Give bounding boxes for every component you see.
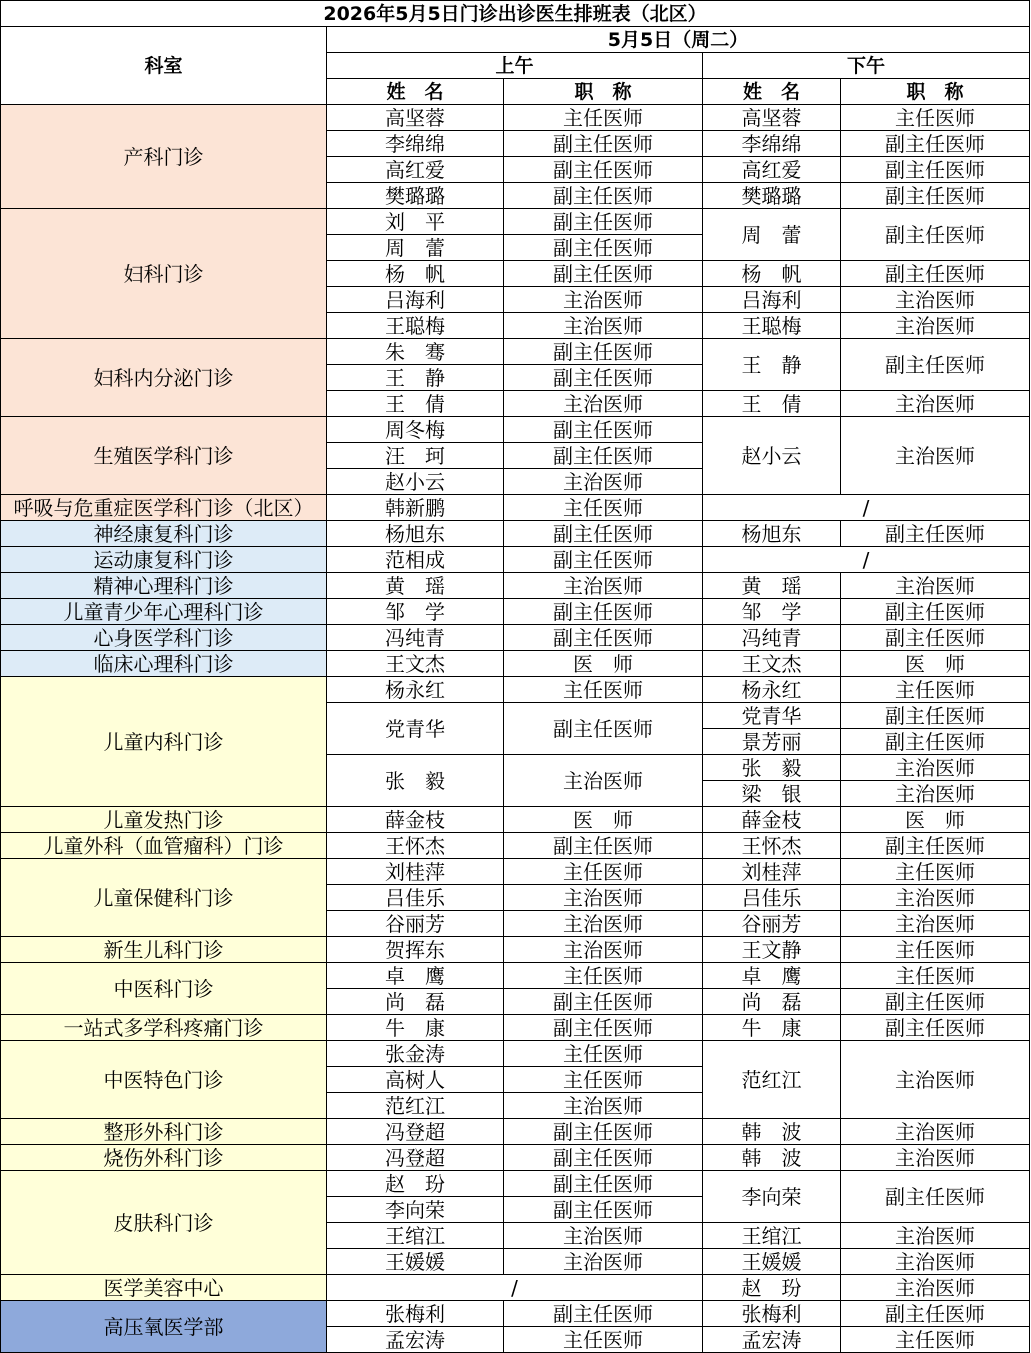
pm-doctor-title: 主治医师 [841,1275,1030,1301]
schedule-row [1,1171,1030,1197]
pm-doctor-title: 主治医师 [841,573,1030,599]
pm-doctor-title: 主治医师 [841,1041,1030,1119]
am-doctor-name: 樊璐璐 [327,183,504,209]
pm-doctor-name: 王媛媛 [703,1249,841,1275]
am-doctor-title: 副主任医师 [504,131,703,157]
dept-header: 科室 [1,27,327,105]
pm-doctor-title: 副主任医师 [841,729,1030,755]
am-doctor-name: 王聪梅 [327,313,504,339]
schedule-row [1,833,1030,859]
am-doctor-name: 王 倩 [327,391,504,417]
am-doctor-title: 主治医师 [504,1249,703,1275]
am-doctor-name: 王怀杰 [327,833,504,859]
am-doctor-name: 杨旭东 [327,521,504,547]
am-doctor-name: 杨 帆 [327,261,504,287]
am-doctor-name: 赵小云 [327,469,504,495]
am-doctor-name: 冯纯青 [327,625,504,651]
am-doctor-name: 冯登超 [327,1145,504,1171]
am-doctor-title: 副主任医师 [504,183,703,209]
am-doctor-title: 主任医师 [504,1067,703,1093]
table-title: 2026年5月5日门诊出诊医生排班表（北区） [1,1,1030,27]
am-doctor-title: 主治医师 [504,573,703,599]
am-doctor-name: 周 蕾 [327,235,504,261]
pm-doctor-title: 副主任医师 [841,833,1030,859]
pm-doctor-title: 副主任医师 [841,1301,1030,1327]
schedule-row [1,573,1030,599]
schedule-row [1,105,1030,131]
am-doctor-title: 主治医师 [504,885,703,911]
pm-title-header: 职 称 [841,79,1030,105]
pm-doctor-name: 党青华 [703,703,841,729]
am-doctor-title: 副主任医师 [504,1301,703,1327]
schedule-row [1,1145,1030,1171]
am-doctor-title: 副主任医师 [504,339,703,365]
schedule-row [1,859,1030,885]
pm-doctor-name: 孟宏涛 [703,1327,841,1353]
department-name: 产科门诊 [1,105,327,209]
pm-doctor-title: 主治医师 [841,287,1030,313]
department-name: 整形外科门诊 [1,1119,327,1145]
pm-doctor-title: 主治医师 [841,911,1030,937]
am-doctor-title: 副主任医师 [504,417,703,443]
pm-doctor-title: 主治医师 [841,781,1030,807]
pm-doctor-title: 主治医师 [841,1119,1030,1145]
am-doctor-title: 主治医师 [504,937,703,963]
am-doctor-name: 张 毅 [327,755,504,807]
schedule-row [1,651,1030,677]
am-doctor-name: 汪 珂 [327,443,504,469]
header-row-date [1,27,1030,53]
pm-doctor-title: 主治医师 [841,1145,1030,1171]
pm-doctor-title: 医 师 [841,807,1030,833]
am-doctor-name: 张梅利 [327,1301,504,1327]
am-doctor-name: 赵 玢 [327,1171,504,1197]
schedule-row [1,807,1030,833]
am-doctor-title: 副主任医师 [504,261,703,287]
am-doctor-title: 副主任医师 [504,1145,703,1171]
pm-doctor-name: 张梅利 [703,1301,841,1327]
am-doctor-title: 主任医师 [504,963,703,989]
schedule-row [1,1275,1030,1301]
am-doctor-name: 谷丽芳 [327,911,504,937]
department-name: 生殖医学科门诊 [1,417,327,495]
pm-doctor-title: 主治医师 [841,391,1030,417]
pm-doctor-title: 主治医师 [841,1249,1030,1275]
pm-doctor-name: 高红爱 [703,157,841,183]
pm-doctor-name: 薛金枝 [703,807,841,833]
pm-doctor-name: 邹 学 [703,599,841,625]
am-doctor-title: 副主任医师 [504,547,703,573]
pm-doctor-name: 赵小云 [703,417,841,495]
am-doctor-name: 牛 康 [327,1015,504,1041]
am-doctor-name: 卓 鹰 [327,963,504,989]
am-doctor-name: 周冬梅 [327,417,504,443]
schedule-row [1,677,1030,703]
department-name: 新生儿科门诊 [1,937,327,963]
pm-doctor-name: 赵 玢 [703,1275,841,1301]
department-name: 精神心理科门诊 [1,573,327,599]
am-doctor-name: 黄 瑶 [327,573,504,599]
am-name-header: 姓 名 [327,79,504,105]
am-doctor-name: 范红江 [327,1093,504,1119]
am-doctor-title: 副主任医师 [504,703,703,755]
am-doctor-name: 薛金枝 [327,807,504,833]
pm-doctor-name: 吕佳乐 [703,885,841,911]
pm-doctor-name: 范红江 [703,1041,841,1119]
pm-doctor-title: 副主任医师 [841,1171,1030,1223]
am-doctor-title: 副主任医师 [504,1171,703,1197]
pm-doctor-title: 副主任医师 [841,339,1030,391]
schedule-row [1,339,1030,365]
am-doctor-title: 副主任医师 [504,1197,703,1223]
am-doctor-name: 张金涛 [327,1041,504,1067]
am-doctor-name: 吕佳乐 [327,885,504,911]
am-doctor-title: 副主任医师 [504,235,703,261]
am-doctor-title: 主任医师 [504,677,703,703]
department-name: 皮肤科门诊 [1,1171,327,1275]
am-doctor-title: 主治医师 [504,1223,703,1249]
am-doctor-name: 刘 平 [327,209,504,235]
am-doctor-title: 副主任医师 [504,989,703,1015]
schedule-row [1,937,1030,963]
pm-doctor-title: 副主任医师 [841,989,1030,1015]
am-doctor-title: 主治医师 [504,287,703,313]
schedule-row [1,599,1030,625]
pm-doctor-title: 主治医师 [841,313,1030,339]
schedule-row [1,1119,1030,1145]
pm-not-scheduled: / [703,547,1030,573]
pm-doctor-title: 副主任医师 [841,183,1030,209]
pm-doctor-name: 周 蕾 [703,209,841,261]
pm-doctor-name: 王 倩 [703,391,841,417]
department-name: 妇科内分泌门诊 [1,339,327,417]
pm-doctor-name: 牛 康 [703,1015,841,1041]
title-row [1,1,1030,27]
am-doctor-title: 副主任医师 [504,1119,703,1145]
pm-doctor-title: 副主任医师 [841,521,1030,547]
am-doctor-title: 主治医师 [504,1093,703,1119]
pm-doctor-name: 王怀杰 [703,833,841,859]
am-doctor-name: 王 静 [327,365,504,391]
schedule-row [1,495,1030,521]
am-doctor-name: 李绵绵 [327,131,504,157]
department-name: 儿童青少年心理科门诊 [1,599,327,625]
pm-doctor-name: 冯纯青 [703,625,841,651]
schedule-row [1,1041,1030,1067]
pm-doctor-name: 杨旭东 [703,521,841,547]
department-name: 医学美容中心 [1,1275,327,1301]
pm-doctor-title: 主任医师 [841,859,1030,885]
department-name: 儿童发热门诊 [1,807,327,833]
am-doctor-name: 孟宏涛 [327,1327,504,1353]
pm-doctor-name: 樊璐璐 [703,183,841,209]
am-doctor-title: 副主任医师 [504,521,703,547]
pm-doctor-title: 主任医师 [841,963,1030,989]
pm-not-scheduled: / [703,495,1030,521]
department-name: 临床心理科门诊 [1,651,327,677]
am-doctor-name: 范相成 [327,547,504,573]
am-doctor-title: 主任医师 [504,105,703,131]
department-name: 心身医学科门诊 [1,625,327,651]
am-doctor-title: 副主任医师 [504,365,703,391]
am-doctor-name: 王媛媛 [327,1249,504,1275]
pm-doctor-name: 卓 鹰 [703,963,841,989]
am-doctor-title: 主治医师 [504,469,703,495]
pm-doctor-title: 主治医师 [841,885,1030,911]
pm-doctor-title: 副主任医师 [841,703,1030,729]
am-doctor-name: 王绾江 [327,1223,504,1249]
department-name: 儿童内科门诊 [1,677,327,807]
am-doctor-title: 主治医师 [504,313,703,339]
pm-doctor-title: 主任医师 [841,105,1030,131]
schedule-row [1,547,1030,573]
pm-doctor-title: 主任医师 [841,677,1030,703]
pm-doctor-name: 高坚蓉 [703,105,841,131]
department-name: 高压氧医学部 [1,1301,327,1353]
am-doctor-name: 贺挥东 [327,937,504,963]
pm-doctor-title: 副主任医师 [841,1015,1030,1041]
department-name: 儿童保健科门诊 [1,859,327,937]
pm-doctor-name: 韩 波 [703,1145,841,1171]
pm-name-header: 姓 名 [703,79,841,105]
am-doctor-name: 杨永红 [327,677,504,703]
pm-doctor-name: 王文静 [703,937,841,963]
pm-doctor-title: 副主任医师 [841,625,1030,651]
am-doctor-name: 党青华 [327,703,504,755]
pm-doctor-name: 李绵绵 [703,131,841,157]
pm-doctor-title: 副主任医师 [841,209,1030,261]
am-doctor-name: 李向荣 [327,1197,504,1223]
schedule-row [1,625,1030,651]
am-doctor-title: 主治医师 [504,911,703,937]
am-doctor-title: 医 师 [504,651,703,677]
am-doctor-title: 副主任医师 [504,209,703,235]
pm-doctor-name: 李向荣 [703,1171,841,1223]
am-doctor-title: 主治医师 [504,755,703,807]
pm-doctor-name: 景芳丽 [703,729,841,755]
pm-doctor-title: 副主任医师 [841,599,1030,625]
pm-doctor-name: 王文杰 [703,651,841,677]
am-doctor-title: 主任医师 [504,1327,703,1353]
pm-doctor-name: 韩 波 [703,1119,841,1145]
department-name: 中医特色门诊 [1,1041,327,1119]
department-name: 烧伤外科门诊 [1,1145,327,1171]
pm-doctor-name: 王聪梅 [703,313,841,339]
department-name: 儿童外科（血管瘤科）门诊 [1,833,327,859]
am-not-scheduled: / [327,1275,703,1301]
pm-doctor-title: 主治医师 [841,1223,1030,1249]
am-doctor-title: 副主任医师 [504,833,703,859]
am-doctor-name: 冯登超 [327,1119,504,1145]
pm-doctor-title: 主任医师 [841,937,1030,963]
schedule-row [1,1015,1030,1041]
date-header: 5月5日（周二） [327,27,1030,53]
pm-doctor-name: 吕海利 [703,287,841,313]
am-doctor-name: 高树人 [327,1067,504,1093]
am-doctor-title: 副主任医师 [504,1015,703,1041]
am-doctor-name: 朱 骞 [327,339,504,365]
am-doctor-name: 王文杰 [327,651,504,677]
pm-doctor-title: 医 师 [841,651,1030,677]
am-doctor-title: 副主任医师 [504,443,703,469]
department-name: 呼吸与危重症医学科门诊（北区） [1,495,327,521]
pm-doctor-title: 主治医师 [841,755,1030,781]
schedule-row [1,209,1030,235]
am-doctor-title: 主任医师 [504,495,703,521]
department-name: 妇科门诊 [1,209,327,339]
department-name: 运动康复科门诊 [1,547,327,573]
am-doctor-name: 刘桂萍 [327,859,504,885]
pm-doctor-name: 杨 帆 [703,261,841,287]
am-doctor-title: 主任医师 [504,1041,703,1067]
department-name: 一站式多学科疼痛门诊 [1,1015,327,1041]
pm-doctor-name: 刘桂萍 [703,859,841,885]
am-title-header: 职 称 [504,79,703,105]
pm-doctor-name: 黄 瑶 [703,573,841,599]
pm-doctor-title: 副主任医师 [841,131,1030,157]
pm-doctor-name: 尚 磊 [703,989,841,1015]
pm-doctor-title: 主治医师 [841,417,1030,495]
schedule-row [1,417,1030,443]
pm-doctor-name: 王绾江 [703,1223,841,1249]
pm-header: 下午 [703,53,1030,79]
am-doctor-title: 副主任医师 [504,625,703,651]
pm-doctor-name: 张 毅 [703,755,841,781]
am-doctor-title: 主治医师 [504,391,703,417]
pm-doctor-title: 副主任医师 [841,157,1030,183]
am-header: 上午 [327,53,703,79]
pm-doctor-name: 谷丽芳 [703,911,841,937]
schedule-row [1,1301,1030,1327]
schedule-row [1,521,1030,547]
pm-doctor-title: 主任医师 [841,1327,1030,1353]
pm-doctor-name: 杨永红 [703,677,841,703]
am-doctor-name: 邹 学 [327,599,504,625]
pm-doctor-name: 王 静 [703,339,841,391]
department-name: 中医科门诊 [1,963,327,1015]
am-doctor-name: 韩新鹏 [327,495,504,521]
am-doctor-name: 高红爱 [327,157,504,183]
am-doctor-name: 高坚蓉 [327,105,504,131]
schedule-row [1,963,1030,989]
am-doctor-title: 副主任医师 [504,599,703,625]
pm-doctor-name: 梁 银 [703,781,841,807]
am-doctor-name: 尚 磊 [327,989,504,1015]
am-doctor-title: 主任医师 [504,859,703,885]
am-doctor-name: 吕海利 [327,287,504,313]
pm-doctor-title: 副主任医师 [841,261,1030,287]
am-doctor-title: 副主任医师 [504,157,703,183]
department-name: 神经康复科门诊 [1,521,327,547]
am-doctor-title: 医 师 [504,807,703,833]
